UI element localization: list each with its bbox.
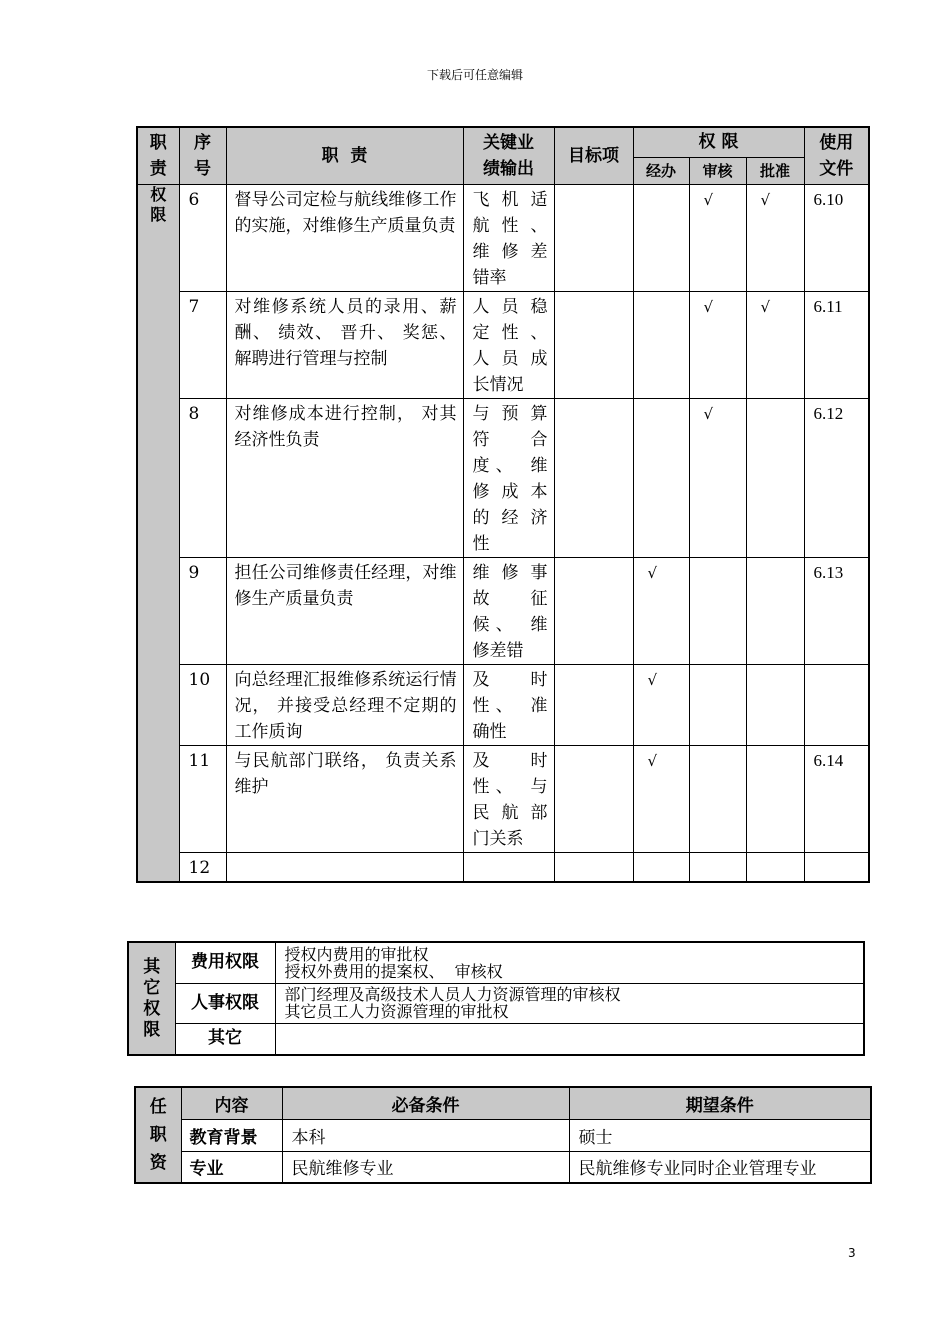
expected-cell: 硕士 xyxy=(569,1119,871,1151)
approve-check xyxy=(746,852,804,882)
doc-ref: 6.13 xyxy=(804,557,869,664)
header-approve: 批准 xyxy=(746,157,804,184)
header-review: 审核 xyxy=(689,157,746,184)
table-row xyxy=(135,1151,871,1183)
doc-ref xyxy=(804,664,869,745)
duty-text: 对维修成本进行控制， 对其经济性负责 xyxy=(226,398,463,557)
header-duty-col: 职 责 xyxy=(137,127,179,184)
table-row xyxy=(137,291,869,398)
target-cell xyxy=(554,852,633,882)
row-label: 人事权限 xyxy=(175,983,275,1023)
kpi-text xyxy=(463,852,554,882)
review-check xyxy=(689,557,746,664)
review-check: √ xyxy=(689,184,746,291)
header-duty: 职 责 xyxy=(226,127,463,184)
row-number: 11 xyxy=(179,745,226,852)
table-row xyxy=(128,942,864,983)
qualification-table xyxy=(134,1086,872,1184)
handle-check xyxy=(633,184,689,291)
table-row xyxy=(135,1119,871,1151)
table-row xyxy=(137,184,869,291)
doc-ref: 6.12 xyxy=(804,398,869,557)
approve-check xyxy=(746,398,804,557)
review-check: √ xyxy=(689,291,746,398)
table-row xyxy=(137,398,869,557)
handle-check: √ xyxy=(633,745,689,852)
row-label: 教育背景 xyxy=(181,1119,282,1151)
duty-text: 向总经理汇报维修系统运行情况， 并接受总经理不定期的工作质询 xyxy=(226,664,463,745)
duty-text xyxy=(226,852,463,882)
row-label: 费用权限 xyxy=(175,942,275,983)
table-row xyxy=(137,852,869,882)
table-header-row xyxy=(135,1087,871,1119)
target-cell xyxy=(554,398,633,557)
header-expected: 期望条件 xyxy=(569,1087,871,1119)
row-number: 7 xyxy=(179,291,226,398)
row-number: 8 xyxy=(179,398,226,557)
row-number: 10 xyxy=(179,664,226,745)
review-check xyxy=(689,852,746,882)
header-handle: 经办 xyxy=(633,157,689,184)
required-cell: 民航维修专业 xyxy=(282,1151,569,1183)
row-label: 专业 xyxy=(181,1151,282,1183)
duty-text: 与民航部门联络， 负责关系维护 xyxy=(226,745,463,852)
handle-check: √ xyxy=(633,557,689,664)
approve-check xyxy=(746,664,804,745)
header-authority: 权 限 xyxy=(633,127,804,157)
required-cell: 本科 xyxy=(282,1119,569,1151)
side-label-other-authority: 其 它 权 限 xyxy=(128,942,175,1055)
review-check xyxy=(689,664,746,745)
doc-ref: 6.14 xyxy=(804,745,869,852)
header-kpi: 关键业 绩输出 xyxy=(463,127,554,184)
target-cell xyxy=(554,664,633,745)
approve-check: √ xyxy=(746,291,804,398)
header-note: 下载后可任意编辑 xyxy=(426,68,523,82)
handle-check xyxy=(633,852,689,882)
header-doc: 使用 文件 xyxy=(804,127,869,184)
header-content: 内容 xyxy=(181,1087,282,1119)
expected-cell: 民航维修专业同时企业管理专业 xyxy=(569,1151,871,1183)
table-row xyxy=(128,1023,864,1055)
approve-check xyxy=(746,745,804,852)
review-check xyxy=(689,745,746,852)
kpi-text: 维 修 事 故 征 候、 维 修差错 xyxy=(463,557,554,664)
duty-text: 对维修系统人员的录用、薪酬、 绩效、 晋升、 奖惩、 解聘进行管理与控制 xyxy=(226,291,463,398)
duty-text: 担任公司维修责任经理，对维修生产质量负责 xyxy=(226,557,463,664)
other-authority-table xyxy=(127,941,865,1056)
side-label-qualification: 任 职 资 xyxy=(135,1087,181,1183)
target-cell xyxy=(554,745,633,852)
review-check: √ xyxy=(689,398,746,557)
row-text: 授权内费用的审批权 授权外费用的提案权、 审核权 xyxy=(275,942,864,983)
row-number: 9 xyxy=(179,557,226,664)
target-cell xyxy=(554,557,633,664)
kpi-text: 飞 机 适 航 性 、 维 修 差 错率 xyxy=(463,184,554,291)
header-target: 目标项 xyxy=(554,127,633,184)
duty-table xyxy=(136,126,870,883)
table-row xyxy=(137,557,869,664)
target-cell xyxy=(554,291,633,398)
row-label: 其它 xyxy=(175,1023,275,1055)
approve-check: √ xyxy=(746,184,804,291)
row-number: 6 xyxy=(179,184,226,291)
handle-check: √ xyxy=(633,664,689,745)
handle-check xyxy=(633,398,689,557)
row-text: 部门经理及高级技术人员人力资源管理的审核权 其它员工人力资源管理的审批权 xyxy=(275,983,864,1023)
approve-check xyxy=(746,557,804,664)
duty-text: 督导公司定检与航线维修工作的实施，对维修生产质量负责 xyxy=(226,184,463,291)
doc-ref: 6.11 xyxy=(804,291,869,398)
doc-ref xyxy=(804,852,869,882)
doc-ref: 6.10 xyxy=(804,184,869,291)
target-cell xyxy=(554,184,633,291)
page-number: 3 xyxy=(848,1246,856,1260)
kpi-text: 及 时 性、 与 民 航 部 门关系 xyxy=(463,745,554,852)
header-seq: 序 号 xyxy=(179,127,226,184)
kpi-text: 与 预 算 符 合 度、 维 修 成 本 的 经 济 性 xyxy=(463,398,554,557)
table-row xyxy=(137,664,869,745)
row-text xyxy=(275,1023,864,1055)
handle-check xyxy=(633,291,689,398)
kpi-text: 人 员 稳 定 性 、 人 员 成 长情况 xyxy=(463,291,554,398)
kpi-text: 及 时 性、 准 确性 xyxy=(463,664,554,745)
table-row xyxy=(137,745,869,852)
table-row xyxy=(128,983,864,1023)
side-label-authority: 权 限 xyxy=(137,184,179,882)
header-required: 必备条件 xyxy=(282,1087,569,1119)
row-number: 12 xyxy=(179,852,226,882)
